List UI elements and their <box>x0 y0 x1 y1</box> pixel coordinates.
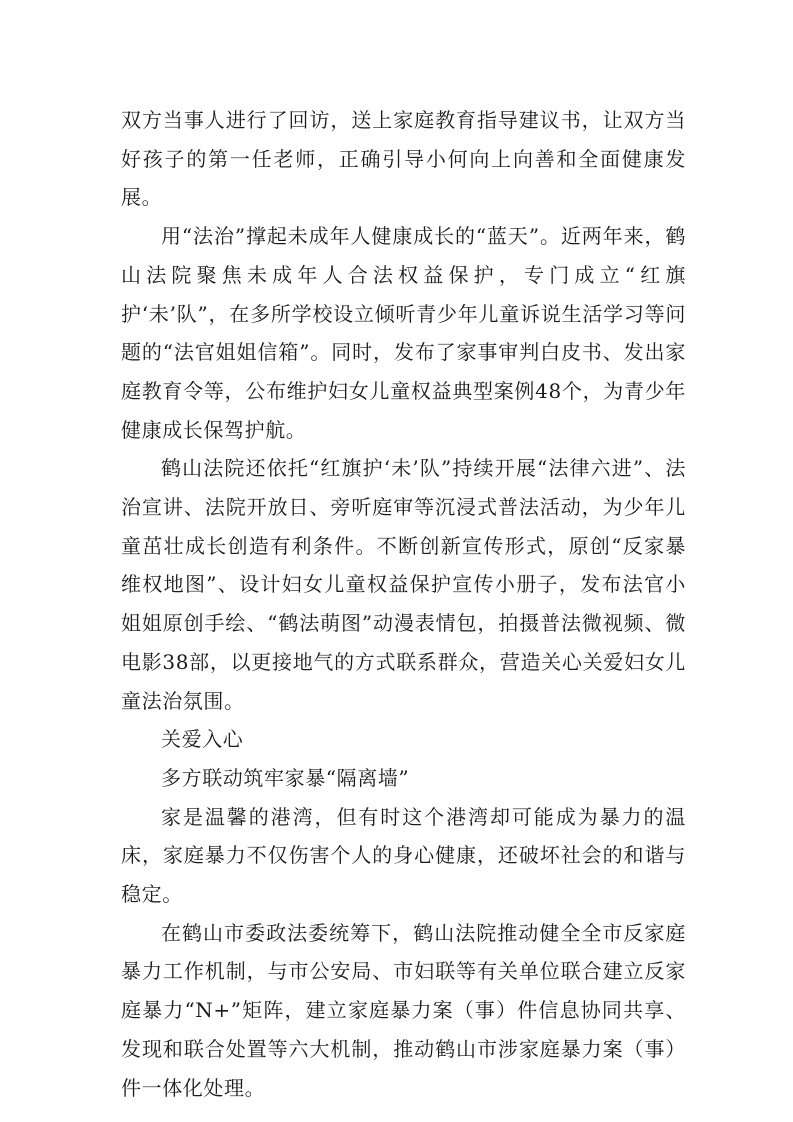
paragraph-home-harbor: 家是温馨的港湾，但有时这个港湾却可能成为暴力的温床，家庭暴力不仅伤害个人的身心健康，还破坏社会的和谐与稳定。 <box>121 804 686 907</box>
paragraph-follow-up-visit: 双方当事人进行了回访，送上家庭教育指导建议书，让双方当好孩子的第一任老师，正确引导小何向上向善和全面健康发展。 <box>121 108 686 210</box>
paragraph-anti-domestic-violence-mechanism: 在鹤山市委政法委统筹下，鹤山法院推动健全全市反家庭暴力工作机制，与市公安局、市妇联等有关单位联合建立反家庭暴力“N+”矩阵，建立家庭暴力案（事）件信息协同共享、发现和联合处置等六大机制，推动鹤山市涉家庭暴力案（事）件一体化处理。 <box>121 920 686 1100</box>
section-heading-care: 关爱入心 <box>161 727 244 752</box>
paragraph-rule-of-law-blue-sky: 用“法治”撑起未成年人健康成长的“蓝天”。近两年来，鹤山法院聚焦未成年人合法权益保护，专门成立“红旗护‘未’队”，在多所学校设立倾听青少年儿童诉说生活学习等问题的“法官姐姐信箱”。同时，发布了家事审判白皮书、发出家庭教育令等，公布维护妇女儿童权益典型案例48个，为青少年健康成长保驾护航。 <box>121 224 686 442</box>
document-body <box>121 101 686 1107</box>
paragraph-legal-education-activities: 鹤山法院还依托“红旗护‘未’队”持续开展“法律六进”、法治宣讲、法院开放日、旁听庭审等沉浸式普法活动，为少年儿童茁壮成长创造有利条件。不断创新宣传形式，原创“反家暴维权地图”、设计妇女儿童权益保护宣传小册子，发布法官小姐姐原创手绘、“鹤法萌图”动漫表情包，拍摄普法微视频、微电影38部，以更接地气的方式联系群众，营造关心关爱妇女儿童法治氛围。 <box>121 456 686 713</box>
section-subheading-domestic-violence-wall: 多方联动筑牢家暴“隔离墙” <box>161 765 410 790</box>
